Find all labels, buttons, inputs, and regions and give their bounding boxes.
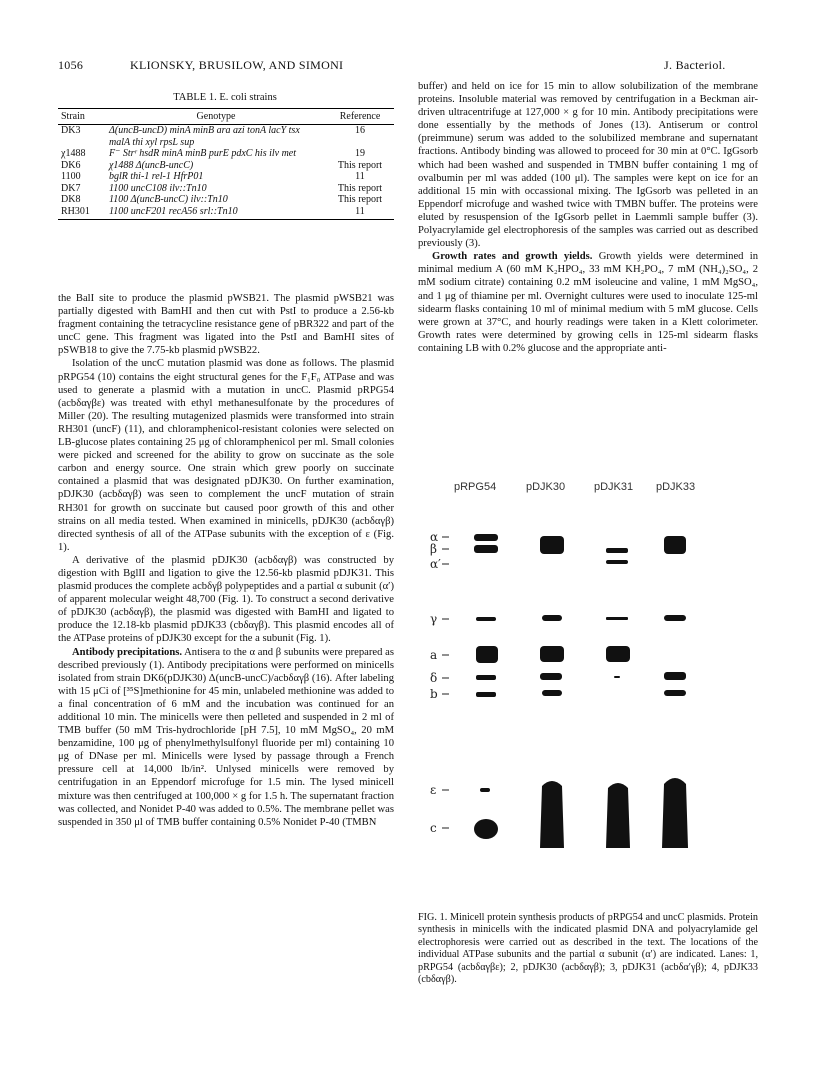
lane-label: pDJK33 (656, 481, 696, 493)
table-row (58, 125, 394, 149)
gel-band (664, 690, 686, 696)
table-row (58, 171, 394, 183)
genotype-cell: Δ(uncB-uncD) minA minB ara azi tonA lacY tsx malA thi xyl rpsL sup (109, 125, 300, 148)
gel-band (540, 646, 564, 662)
gel-band (606, 783, 630, 848)
strain-cell: χ1488 (61, 148, 86, 159)
strains-table (58, 108, 394, 220)
column-header: Reference (326, 109, 394, 125)
genotype-cell: F⁻ Strʳ hsdR minA minB purE pdxC his ilv met (109, 148, 297, 159)
gel-band (476, 617, 496, 621)
band-label-a: a (430, 648, 438, 662)
right-column (418, 80, 758, 355)
gel-band (542, 615, 562, 621)
page-number: 1056 (58, 58, 84, 72)
gel-band (474, 534, 498, 541)
table-row (58, 160, 394, 172)
table-row (58, 148, 394, 160)
gel-band (606, 646, 630, 662)
strain-cell: DK6 (61, 159, 81, 171)
table-row (58, 194, 394, 206)
strain-cell: DK8 (61, 194, 81, 205)
band-label-gamma: γ (430, 612, 438, 626)
paragraph (58, 646, 394, 829)
figure-caption: FIG. 1. Minicell protein synthesis products of pRPG54 and uncC plasmids. Protein synthesis in minicells with the indicated plasmid DNA and polyacrylamide gel electrophoresis were carried out as described in the text. The locations of the individual ATPase subunits and the partial α subunit (α′) are indicated. Lanes: 1, pRPG54 (acbδαγβε); 2, pDJK30 (acbδαγβ); 3, pDJK31 (acbδα′γβ); 4, pDJK33 (cbδαγβ). (418, 912, 758, 986)
gel-band (606, 560, 628, 564)
table-caption: TABLE 1. E. coli strains (173, 92, 277, 103)
gel-band (480, 788, 490, 792)
lane-label: pDJK31 (594, 481, 634, 493)
left-column (58, 292, 394, 829)
gel-band (662, 778, 688, 848)
reference-cell: This report (337, 182, 383, 194)
section-heading: Growth rates and growth yields. (432, 251, 593, 263)
band-label-c: c (430, 821, 437, 835)
gel-band (606, 548, 628, 553)
gel-band (476, 646, 498, 663)
table-row (58, 206, 394, 220)
strain-cell: DK7 (61, 182, 81, 194)
reference-cell: 11 (355, 171, 365, 182)
strain-cell: DK3 (61, 125, 81, 136)
genotype-cell: 1100 uncF201 recA56 srl::Tn10 (106, 206, 326, 220)
band-label-alpha: α (430, 530, 439, 544)
genotype-cell: 1100 uncC108 ilv::Tn10 (109, 182, 207, 194)
column-header: Genotype (106, 109, 326, 125)
gel-band (540, 781, 564, 848)
section-heading: Antibody precipitations. (72, 646, 182, 658)
gel-band (542, 690, 562, 696)
running-authors: KLIONSKY, BRUSILOW, AND SIMONI (130, 58, 344, 72)
band-label-epsilon: ε (430, 783, 437, 797)
band-label-b: b (430, 687, 438, 701)
reference-cell: 11 (326, 206, 394, 220)
gel-figure (418, 470, 758, 890)
paragraph: the BalI site to produce the plasmid pWSB21. The plasmid pWSB21 was partially digested with BamHI and then cut with PstI to produce a 2.56-kb fragment containing the tetracycline resistance gene of pBR322 and part of the uncC gene. This fragment was ligated into the PstI and BamHI sites of pSWB18 to give the 7.75-kb plasmid pWSB22. (58, 293, 394, 357)
lane-label: pDJK30 (526, 481, 566, 493)
paragraph-text: Growth yields were determined in minimal medium A (60 mM K₂HPO₄, 33 mM KH₂PO₄, 7 mM (NH₄)₂SO₄, 2 mM sodium citrate) containing 0.2 mM isoleucine and valine, 1 mM MgSO₄, and 1 μg of thiamine per ml. Overnight cultures were used to inoculate 125-ml sidearm flasks containing 10 ml of minimal medium with 5 mM glucose. Cells were grown at 37°C, and hourly readings were taken in a Klett colorimeter. Growth rates were determined by growing cells in 125-ml sidearm flasks containing LB with 0.2% glucose and the appropriate anti- (418, 251, 758, 354)
paragraph: Isolation of the uncC mutation plasmid was done as follows. The plasmid pRPG54 (10) contains the eight structural genes for the F₁F₀ ATPase and was used to generate a plasmid with a mutation in uncC. Plasmid pRPG54 (acbδαγβε) was treated with ethyl methanesulfonate by the procedures of Miller (20). The resulting mutagenized plasmids were transformed into strain RH301 (uncF) (11), and chloramphenicol-resistant colonies were selected on LB-glucose plates containing 25 μg of chloramphenicol per ml. Small colonies were picked and screened for the ability to grow on succinate as the sole carbon and energy source. One strain which grew poorly on succinate contained a plasmid that was designated pDJK30. On further examination, pDJK30 (acbδαγβ) was seen to complement the uncF mutation of strain RH301 for growth on succinate but caused poor growth of this and other strains on all media tested. When examined in minicells, pDJK30 (acbδαγβ) directed synthesis of all of the ATPase subunits with the exception of ε (Fig. 1). (58, 358, 394, 553)
gel-band (614, 676, 620, 678)
gel-band (474, 819, 498, 839)
paragraph: A derivative of the plasmid pDJK30 (acbδαγβ) was constructed by digestion with BglII and ligation to give the 12.56-kb plasmid pDJK31. This plasmid produces the complete acbδγβ polypeptides and a partial α subunit (α′) of apparent molecular weight 48,700 (Fig. 1). To construct a second derivative of pDJK30 (acbδαγβ), the plasmid was digested with BamHI and ligated to produce the 12.18-kb plasmid pDJK33 (cbδαγβ). This plasmid encodes all of the ATPase proteins of pDJK30 except for the a subunit (Fig. 1). (58, 554, 394, 645)
table-row (58, 183, 394, 195)
band-label-alpha-prime: α′ (430, 557, 441, 571)
gel-band (664, 615, 686, 621)
reference-cell: 16 (355, 125, 365, 136)
column-header: Strain (58, 109, 106, 125)
gel-band (540, 536, 564, 554)
gel-band (664, 672, 686, 680)
genotype-cell: 1100 Δ(uncB-uncC) ilv::Tn10 (109, 194, 228, 205)
band-label-beta: β (430, 542, 437, 556)
genotype-cell: χ1488 Δ(uncB-uncC) (109, 159, 194, 171)
gel-band (664, 536, 686, 554)
band-label-delta: δ (430, 671, 438, 685)
gel-band (606, 617, 628, 620)
strain-cell: 1100 (61, 171, 81, 182)
paragraph-text: Antisera to the α and β subunits were prepared as described previously (1). Antibody precipitations were performed on minicells isolated from strain DK6(pDJK30) Δ(uncB-uncC)/acbδαγβ (16). After labeling with 15 μCi of [³⁵S]methionine for 45 min, unlabeled methionine was added to a final concentration of 6 mM and the incubation was continued for an additional 10 min. The minicells were then pelleted and suspended in 2 ml of TMB buffer (50 mM Tris-hydrochloride [pH 7.5], 10 mM MgSO₄, 20 mM benzamidine, 100 μg of phenylmethylsulfonyl fluoride per ml) containing 10 μg of DNase per ml. Minicells were lysed by passage through a French pressure cell at 14,000 lb/in². Unlysed minicells were removed by centrifugation in an Eppendorf microfuge for 1.5 min. The lysed minicell mixture was then centrifuged at 100,000 × g for 1.5 h. The supernatant fraction was collected, and Nonidet P-40 was added to 0.5%. The membrane pellet was suspended in 350 μl of TMB buffer containing 0.5% Nonidet P-40 (TMBN (58, 646, 394, 828)
journal-name: J. Bacteriol. (664, 58, 726, 72)
gel-band (474, 545, 498, 553)
table-header-row (58, 109, 394, 125)
genotype-cell: bglR thi-1 rel-1 HfrP01 (109, 171, 204, 182)
gel-band (540, 673, 562, 680)
gel-band (476, 692, 496, 697)
reference-cell: This report (337, 194, 383, 205)
strain-cell: RH301 (58, 206, 106, 220)
reference-cell: This report (337, 159, 383, 171)
lane-label: pRPG54 (454, 481, 497, 493)
paragraph: buffer) and held on ice for 15 min to allow solubilization of the membrane proteins. Insoluble material was removed by centrifugation in a Beckman air-driven ultracentrifuge at 127,000 × g for 10 min. Antibody precipitations were done essentially by the methods of Jones (13). Antiserum or control (preimmune) serum was added to the solubilized membrane and supernatant fractions. Antibody binding was allowed to proceed for 30 min at 0°C. IgGsorb which had been washed and suspended in TMBN buffer containing 1 mg of ovalbumin per ml was added (100 μl). The samples were kept on ice for an additional 15 min with occassional mixing. The IgGsorb was pelleted in an Eppendorf microfuge and washed twice with TMBN buffer. The proteins were eluted by resuspension of the IgGsorb pellet in Laemmli sample buffer (3). Polyacrylamide gel electrophoresis of the samples was carried out as described previously (3). (418, 81, 758, 250)
paragraph (418, 250, 758, 355)
gel-band (476, 675, 496, 680)
reference-cell: 19 (355, 148, 365, 159)
